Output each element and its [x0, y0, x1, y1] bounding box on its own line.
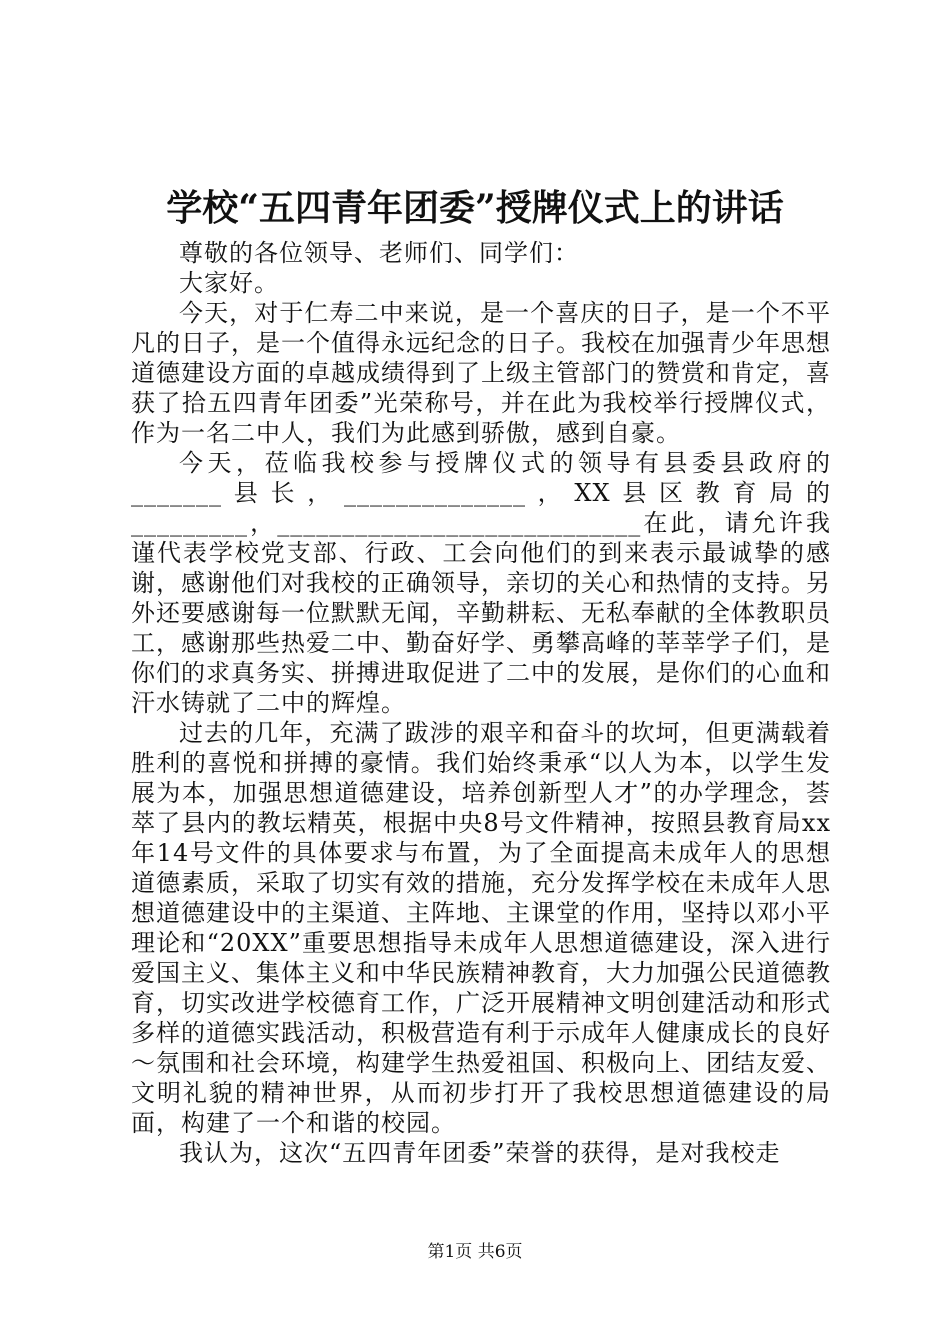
- document-title: 学校“五四青年团委”授牌仪式上的讲话: [166, 187, 784, 229]
- paragraph-intro: 今天，对于仁寿二中来说，是一个喜庆的日子，是一个不平凡的日子，是一个值得永远纪念的日子。我校在加强青少年思想道德建设方面的卓越成绩得到了上级主管部门的赞赏和肯定，喜获了拾五四青年团委”光荣称号，并在此为我校举行授牌仪式，作为一名二中人，我们为此感到骄傲，感到自豪。: [131, 299, 831, 447]
- paragraph-guests: 今天，莅临我校参与授牌仪式的领导有县委县政府的_______县长，______________，XX县区教育局的_________，____________________________在此，请允许我谨代表学校党支部、行政、工会向他们的到来表示最诚挚的感谢，感谢他们对我校的正确领导，亲切的关心和热情的支持。另外还要感谢每一位默默无闻，辛勤耕耘、无私奉献的全体教职员工，感谢那些热爱二中、勤奋好学、勇攀高峰的莘莘学子们，是你们的求真务实、拼搏进取促进了二中的发展，是你们的心血和汗水铸就了二中的辉煌。: [131, 449, 831, 717]
- greeting: 大家好。: [179, 269, 279, 297]
- document-body: [131, 238, 831, 1168]
- salutation: 尊敬的各位领导、老师们、同学们：: [179, 239, 579, 267]
- page-number: 第1页 共6页: [427, 1242, 523, 1262]
- paragraph-history: 过去的几年，充满了跋涉的艰辛和奋斗的坎坷，但更满载着胜利的喜悦和拼搏的豪情。我们始终秉承“以人为本，以学生发展为本，加强思想道德建设，培养创新型人才”的办学理念，荟萃了县内的教坛精英，根据中央8号文件精神，按照县教育局xx年14号文件的具体要求与布置，为了全面提高未成年人的思想道德素质，采取了切实有效的措施，充分发挥学校在未成年人思想道德建设中的主渠道、主阵地、主课堂的作用，坚持以邓小平理论和“20XX”重要思想指导未成年人思想道德建设，深入进行爱国主义、集体主义和中华民族精神教育，大力加强公民道德教育，切实改进学校德育工作，广泛开展精神文明创建活动和形式多样的道德实践活动，积极营造有利于示成年人健康成长的良好～氛围和社会环境，构建学生热爱祖国、积极向上、团结友爱、文明礼貌的精神世界，从而初步打开了我校思想道德建设的局面，构建了一个和谐的校园。: [131, 719, 831, 1137]
- paragraph-conclusion-start: 我认为，这次“五四青年团委”荣誉的获得，是对我校走: [179, 1139, 781, 1167]
